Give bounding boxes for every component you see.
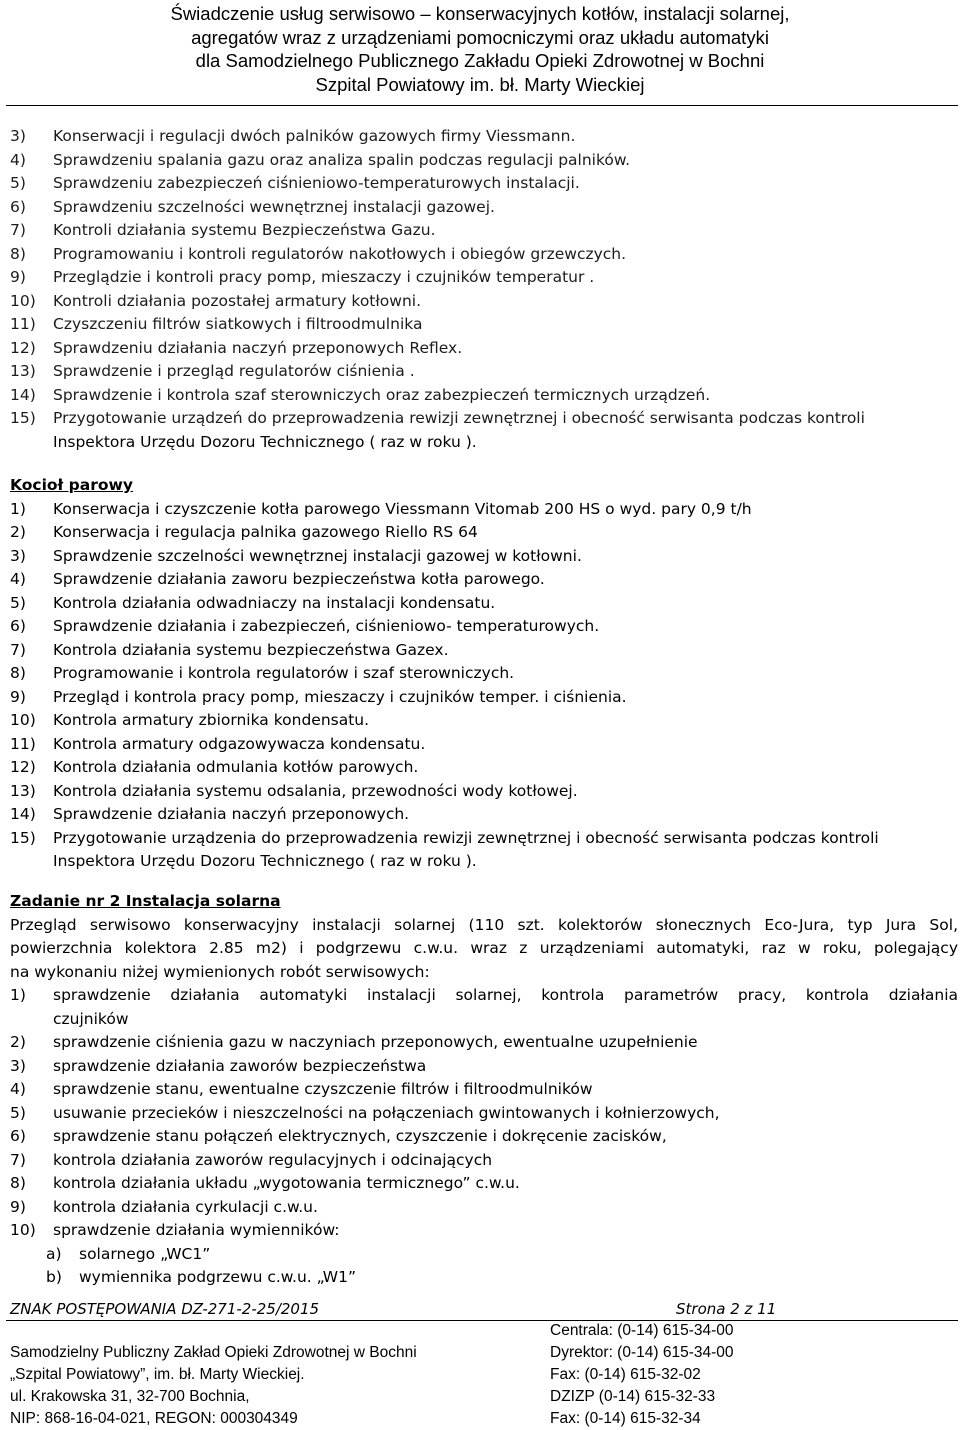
item-number: 1): [10, 986, 26, 1004]
item-text: Kontroli działania pozostałej armatury kotłowni.: [53, 291, 422, 310]
list-item: [10, 615, 958, 639]
item-number: 15): [10, 828, 36, 847]
item-number: 4): [10, 1080, 26, 1098]
item-number: 12): [10, 338, 36, 357]
item-text: Przygotowanie urządzenia do przeprowadzenia rewizji zewnętrznej i obecność serwisanta podczas kontroli: [53, 828, 879, 847]
header-line: agregatów wraz z urządzeniami pomocniczymi oraz układu automatyki: [191, 26, 769, 48]
list-item: [10, 568, 958, 592]
document-footer: [0, 1298, 960, 1428]
procurement-code: ZNAK POSTĘPOWANIA DZ-271-2-25/2015: [10, 1300, 320, 1318]
list-item: [10, 780, 958, 804]
item-number: 4): [10, 570, 26, 588]
item-continuation: Inspektora Urzędu Dozoru Technicznego ( raz w roku ).: [53, 852, 477, 870]
list-item: [10, 407, 958, 431]
item-text: Programowaniu i kontroli regulatorów nakotłowych i obiegów grzewczych.: [53, 244, 627, 263]
list-item: [10, 639, 958, 663]
item-text: usuwanie przecieków i nieszczelności na połączeniach gwintowanych i kołnierzowych,: [53, 1103, 720, 1122]
footer-address: [10, 1342, 417, 1430]
item-text: sprawdzenie ciśnienia gazu w naczyniach przeponowych, ewentualne uzupełnienie: [53, 1033, 698, 1051]
item-number: 13): [10, 781, 36, 800]
section-solar-installation: [10, 890, 958, 1290]
item-text: Kontrola działania odwadniaczy na instalacji kondensatu.: [53, 593, 496, 612]
contact-line: Fax: (0-14) 615-32-02: [550, 1366, 701, 1383]
item-text: Sprawdzenie działania naczyń przeponowych.: [53, 805, 410, 823]
item-text: Sprawdzenie i kontrola szaf sterowniczych oraz zabezpieczeń termicznych urządzeń.: [53, 385, 711, 404]
contact-line: Centrala: (0-14) 615-34-00: [550, 1322, 734, 1339]
list-item: [10, 545, 958, 569]
item-number: 13): [10, 362, 36, 380]
item-text: Programowanie i kontrola regulatorów i szaf sterowniczych.: [53, 664, 515, 682]
item-number: 5): [10, 593, 26, 612]
sub-list-item: [10, 1266, 958, 1290]
list-item: [10, 498, 958, 522]
item-number: 9): [10, 1197, 26, 1216]
item-text: Czyszczeniu filtrów siatkowych i filtroodmulnika: [53, 315, 423, 333]
contact-line: Dyrektor: (0-14) 615-34-00: [550, 1344, 734, 1361]
item-text: sprawdzenie stanu, ewentualne czyszczenie filtrów i filtroodmulników: [53, 1080, 593, 1098]
item-text: Konserwacja i czyszczenie kotła parowego Viessmann Vitomab 200 HS o wyd. pary 0,9 t/h: [53, 499, 752, 518]
item-number: 8): [10, 1174, 26, 1192]
item-number: 4): [10, 150, 26, 169]
header-divider: [6, 105, 958, 106]
item-number: 15): [10, 409, 36, 427]
list-item: [10, 196, 958, 220]
item-number: 6): [10, 1127, 26, 1145]
header-line: dla Samodzielnego Publicznego Zakładu Opieki Zdrowotnej w Bochni: [195, 50, 765, 71]
item-number: 3): [10, 546, 26, 565]
address-line: „Szpital Powiatowy”, im. bł. Marty Wieckiej.: [10, 1366, 305, 1383]
list-item: [10, 686, 958, 710]
section-heading: Kocioł parowy: [10, 476, 133, 494]
list-item: [10, 313, 958, 337]
list-item: [10, 1125, 958, 1149]
list-item: [10, 219, 958, 243]
list-item: [10, 1078, 958, 1102]
list-item: [10, 125, 958, 149]
list-item: [10, 1172, 958, 1196]
item-text: Przygotowanie urządzeń do przeprowadzenia rewizji zewnętrznej i obecność serwisanta podczas kontroli: [53, 409, 865, 427]
item-number: 3): [10, 127, 26, 145]
item-text: Sprawdzeniu szczelności wewnętrznej instalacji gazowej.: [53, 197, 495, 216]
item-number: 10): [10, 291, 36, 310]
item-text: Kontrola armatury zbiornika kondensatu.: [53, 711, 370, 729]
item-text: kontrola działania cyrkulacji c.w.u.: [53, 1197, 318, 1216]
item-text: Sprawdzenie i przegląd regulatorów ciśnienia .: [53, 362, 415, 380]
list-item: [10, 1219, 958, 1243]
list-item: [10, 662, 958, 686]
item-number: 12): [10, 758, 36, 776]
item-number: 6): [10, 617, 26, 635]
item-number: 1): [10, 499, 26, 518]
item-text: sprawdzenie działania zaworów bezpieczeństwa: [53, 1056, 427, 1075]
address-line: NIP: 868-16-04-021, REGON: 000304349: [10, 1410, 298, 1427]
item-number: 5): [10, 174, 26, 192]
list-item: [10, 384, 958, 408]
item-text: sprawdzenie działania automatyki instalacji solarnej, kontrola parametrów pracy, kontrola działania: [53, 986, 958, 1004]
list-item: [10, 803, 958, 827]
intro-line: na wykonaniu niżej wymienionych robót serwisowych:: [10, 962, 430, 981]
header-line: Szpital Powiatowy im. bł. Marty Wieckiej: [315, 73, 645, 95]
item-continuation: czujników: [53, 1009, 129, 1028]
item-text: Konserwacja i regulacja palnika gazowego Riello RS 64: [53, 523, 478, 541]
list-item: [10, 984, 958, 1008]
item-text: kontrola działania zaworów regulacyjnych i odcinających: [53, 1150, 493, 1169]
list-item: [10, 709, 958, 733]
item-number: 8): [10, 244, 26, 263]
item-text: sprawdzenie działania wymienników:: [53, 1221, 340, 1239]
item-number: 2): [10, 1033, 26, 1051]
list-item: [10, 827, 958, 851]
item-text: Konserwacji i regulacji dwóch palników gazowych firmy Viessmann.: [53, 127, 576, 145]
item-text: Sprawdzeniu zabezpieczeń ciśnieniowo-temperaturowych instalacji.: [53, 174, 580, 192]
list-item: [10, 592, 958, 616]
item-number: 8): [10, 664, 26, 682]
intro-line: Przegląd serwisowo konserwacyjny instalacji solarnej (110 szt. kolektorów słonecznych Eco-Jura, typ Jura Sol,: [10, 915, 958, 934]
section-heading: Zadanie nr 2 Instalacja solarna: [10, 892, 281, 910]
footer-divider: [6, 1320, 958, 1321]
sub-item-text: wymiennika podgrzewu c.w.u. „W1”: [79, 1268, 356, 1286]
list-item: [10, 756, 958, 780]
item-text: sprawdzenie stanu połączeń elektrycznych, czyszczenie i dokręcenie zacisków,: [53, 1127, 667, 1145]
contact-line: DZIZP (0-14) 615-32-33: [550, 1388, 716, 1405]
item-continuation: Inspektora Urzędu Dozoru Technicznego ( raz w roku ).: [53, 432, 477, 451]
list-item: [10, 1196, 958, 1220]
page-number: Strona 2 z 11: [676, 1300, 777, 1318]
item-text: Sprawdzenie działania i zabezpieczeń, ciśnieniowo- temperaturowych.: [53, 617, 600, 635]
item-text: Kontrola działania systemu odsalania, przewodności wody kotłowej.: [53, 781, 578, 800]
document-header: [0, 2, 960, 96]
item-number: 10): [10, 1221, 36, 1239]
item-number: 14): [10, 385, 36, 404]
item-text: Przeglądzie i kontroli pracy pomp, mieszaczy i czujników temperatur .: [53, 268, 595, 286]
item-number: 2): [10, 523, 26, 541]
header-line: Świadczenie usług serwisowo – konserwacyjnych kotłów, instalacji solarnej,: [170, 3, 790, 24]
item-text: kontrola działania układu „wygotowania termicznego” c.w.u.: [53, 1174, 520, 1192]
item-number: 14): [10, 805, 36, 823]
item-number: 6): [10, 197, 26, 216]
section-steam-boiler: [10, 474, 958, 874]
list-item: [10, 149, 958, 173]
list-item: [10, 733, 958, 757]
address-line: Samodzielny Publiczny Zakład Opieki Zdrowotnej w Bochni: [10, 1344, 417, 1361]
contact-line: Fax: (0-14) 615-32-34: [550, 1410, 701, 1427]
item-number: 5): [10, 1103, 26, 1122]
item-text: Sprawdzeniu działania naczyń przeponowych Reflex.: [53, 338, 463, 357]
sub-item-letter: b): [46, 1268, 62, 1286]
sub-item-text: solarnego „WC1”: [79, 1244, 211, 1263]
item-number: 7): [10, 640, 26, 659]
item-number: 7): [10, 1150, 26, 1169]
list-item: [10, 172, 958, 196]
item-number: 11): [10, 315, 36, 333]
list-item: [10, 521, 958, 545]
item-number: 3): [10, 1056, 26, 1075]
item-text: Sprawdzenie szczelności wewnętrznej instalacji gazowej w kotłowni.: [53, 546, 582, 565]
item-text: Przegląd i kontrola pracy pomp, mieszaczy i czujników temper. i ciśnienia.: [53, 687, 627, 706]
section-boiler-tasks: [10, 125, 958, 454]
list-item: [10, 243, 958, 267]
list-item: [10, 1055, 958, 1079]
item-number: 10): [10, 711, 36, 729]
list-item: [10, 1031, 958, 1055]
item-text: Kontroli działania systemu Bezpieczeństwa Gazu.: [53, 221, 436, 239]
list-item: [10, 1149, 958, 1173]
item-text: Sprawdzenie działania zaworu bezpieczeństwa kotła parowego.: [53, 570, 545, 588]
item-text: Kontrola działania odmulania kotłów parowych.: [53, 758, 419, 776]
list-item: [10, 1102, 958, 1126]
sub-item-letter: a): [46, 1244, 62, 1263]
item-text: Sprawdzeniu spalania gazu oraz analiza spalin podczas regulacji palników.: [53, 150, 631, 169]
item-text: Kontrola działania systemu bezpieczeństwa Gazex.: [53, 640, 449, 659]
list-item: [10, 266, 958, 290]
list-item: [10, 290, 958, 314]
address-line: ul. Krakowska 31, 32-700 Bochnia,: [10, 1388, 250, 1405]
item-number: 7): [10, 221, 26, 239]
list-item: [10, 360, 958, 384]
item-number: 11): [10, 734, 36, 753]
footer-contacts: [550, 1320, 734, 1430]
sub-list-item: [10, 1243, 958, 1267]
list-item: [10, 337, 958, 361]
item-number: 9): [10, 687, 26, 706]
item-number: 9): [10, 268, 26, 286]
intro-line: powierzchnia kolektora 2.85 m2) i podgrzewu c.w.u. wraz z urządzeniami automatyki, raz w roku, polegający: [10, 939, 958, 957]
item-text: Kontrola armatury odgazowywacza kondensatu.: [53, 734, 426, 753]
